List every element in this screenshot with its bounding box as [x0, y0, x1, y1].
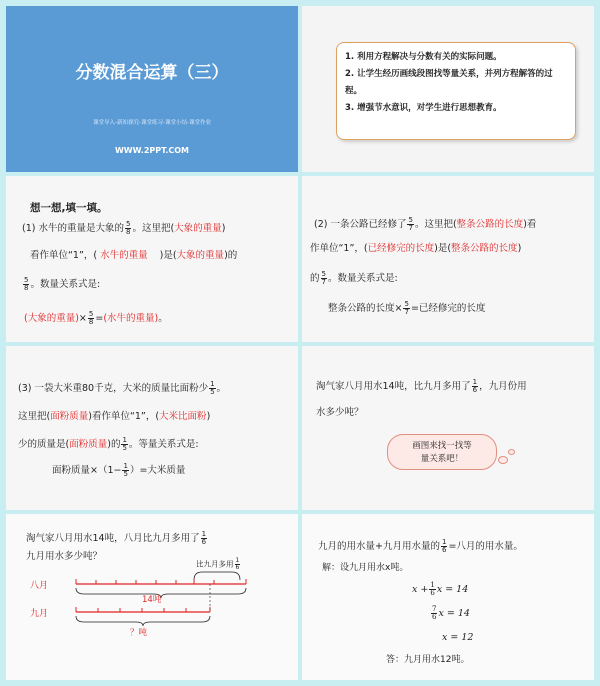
fill-answer: 面粉质量 [69, 439, 108, 450]
slide-question[interactable] [302, 346, 594, 510]
text-line: 淘气家八月用水14吨，八月比九月多用了 $\frac{1}{6}$ [26, 530, 207, 546]
slide-title-url: WWW.2PPT.COM [114, 146, 190, 155]
bubble-dot [508, 449, 515, 455]
text-line: 淘气家八月用水14吨，比九月多用了 $\frac{1}{6}$ ，九月份用 [316, 378, 527, 394]
answer-text: 答：九月用水12吨。 [386, 655, 470, 665]
slide-solution[interactable] [302, 514, 594, 680]
fill-answer: 水牛的重量 [100, 250, 148, 261]
text-line: 九月的用水量+九月用水量的 $\frac{1}{6}$ =八月的用水量。 [318, 538, 523, 554]
goals-box [336, 42, 576, 140]
text-line: 这里把(面粉质量)看作单位“1”，(大米比面粉) [18, 411, 211, 422]
equation: (大象的重量)× $\frac{5}{8}$ =(水牛的重量)。 [24, 310, 168, 326]
slide-diagram[interactable] [6, 514, 298, 680]
fill-answer: 面粉质量 [50, 411, 89, 422]
goal-item: 3. 增强节水意识，对学生进行思想教育。 [345, 103, 502, 113]
label-14-tons: 14吨 [142, 595, 162, 605]
slide-goals[interactable] [302, 6, 594, 172]
fill-answer: 大象的重量 [174, 223, 222, 234]
text-line: 看作单位“1”，( 水牛的重量 )是(大象的重量)的 [30, 250, 238, 261]
label-unknown-tons: ？吨 [130, 628, 148, 638]
equation-step: x + $\frac{1}{6}$ x = 14 [412, 581, 469, 597]
text-line: $\frac{5}{8}$ 。数量关系式是: [24, 276, 101, 292]
text-line: (3) 一袋大米重80千克，大米的质量比面粉少 $\frac{1}{5}$ 。 [18, 380, 227, 396]
solution-setup: 解：设九月用水x吨。 [322, 563, 409, 573]
brace-september [76, 616, 210, 626]
slide-heading: 想一想,填一填。 [30, 202, 108, 214]
goal-item: 1. 利用方程解决与分数有关的实际问题。 [345, 52, 502, 62]
fill-answer: 已经修完的长度 [367, 243, 435, 254]
label-september: 九月 [30, 609, 49, 619]
hint-bubble [387, 434, 497, 470]
fill-answer: 大米比面粉 [159, 411, 207, 422]
slide-fill-1[interactable] [6, 176, 298, 342]
hint-text: 画图来找一找等 [412, 441, 472, 451]
fill-answer: 大象的重量 [176, 250, 225, 261]
goal-item: 2. 让学生经历画线段图找等量关系，并列方程解答的过程。 [345, 69, 553, 96]
text-line: 九月用水多少吨？ [26, 551, 103, 562]
label-august: 八月 [30, 581, 49, 591]
brace-extra [194, 572, 240, 580]
text-line: 少的质量是(面粉质量)的 $\frac{1}{5}$ 。等量关系式是: [18, 436, 199, 452]
text-line: (1) 水牛的重量是大象的 $\frac{5}{8}$ 。这里把(大象的重量) [22, 220, 226, 236]
hint-text: 量关系吧！ [420, 454, 464, 464]
september-ticks [76, 607, 210, 612]
bubble-dot [498, 456, 508, 464]
text-line: (2) 一条公路已经修了 $\frac{5}{7}$ 。这里把(整条公路的长度)看 [314, 216, 537, 232]
equation: 整条公路的长度× $\frac{5}{7}$ =已经修完的长度 [328, 300, 486, 316]
text-line: 作单位“1”，(已经修完的长度)是(整条公路的长度) [310, 243, 522, 254]
equation-step: x = 12 [442, 632, 474, 643]
text-line: 的 $\frac{5}{7}$ 。数量关系式是: [310, 270, 398, 286]
fill-answer: 整条公路的长度 [451, 243, 518, 254]
equation: 面粉质量×（1− $\frac{1}{5}$ ）=大米质量 [52, 462, 186, 478]
equation-step: $\frac{7}{6}$ x = 14 [432, 605, 470, 621]
slide-title-nav: 课堂导入-新知探究-课堂练习-课堂小结-课堂作业 [93, 120, 211, 126]
slide-fill-2[interactable] [302, 176, 594, 342]
slide-fill-3[interactable] [6, 346, 298, 510]
slide-title[interactable] [6, 6, 298, 172]
text-line: 水多少吨？ [316, 407, 364, 418]
fill-answer: 整条公路的长度 [456, 219, 524, 230]
august-ticks [76, 579, 246, 584]
slide-title-heading: 分数混合运算（三） [75, 63, 229, 83]
diagram-more-label: 比九月多用 $\frac{1}{6}$ [196, 557, 240, 571]
